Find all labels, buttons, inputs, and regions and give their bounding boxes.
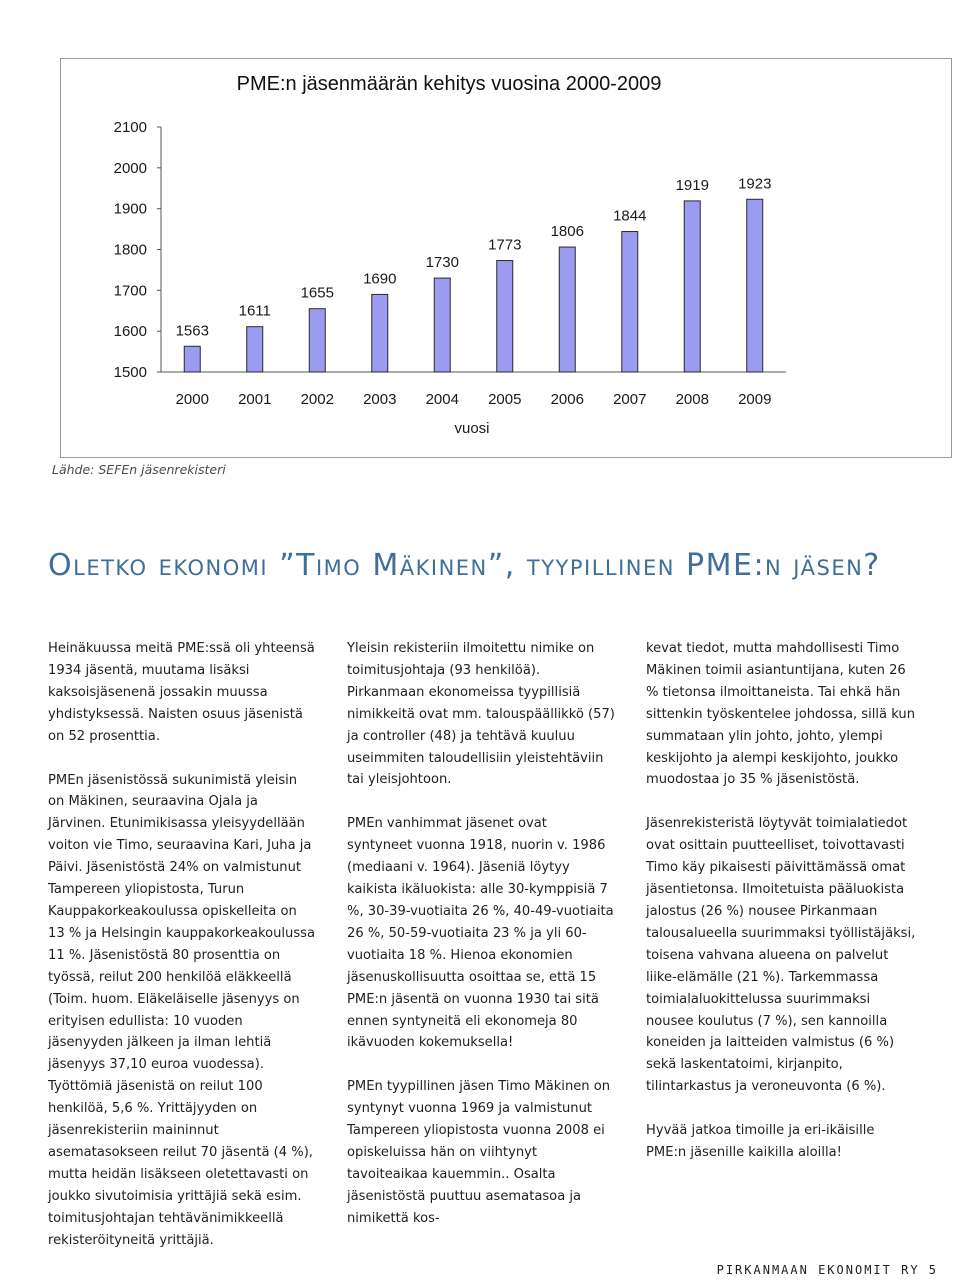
x-tick-label: 2005 (488, 391, 522, 408)
x-tick-label: 2007 (613, 391, 647, 408)
data-label-2007: 1844 (613, 207, 647, 225)
data-label-2003: 1690 (363, 270, 397, 288)
x-tick-label: 2000 (175, 391, 209, 408)
bar-2000 (184, 346, 200, 372)
paragraph: PMEn jäsenistössä sukunimistä yleisin on Mäkinen, seuraavina Ojala ja Järvinen. Etunimikisassa yleisyydellään voiton vie Timo, seuraavina Kari, Juha ja Päivi. Jäsenistöstä 24% on valmistunut Tampereen yliopistosta, Turun Kauppakorkeakoulussa opiskelleita on 13 % ja Helsingin kauppakorkeakoulussa 11 %. Jäsenistöstä 80 prosenttia on työssä, reilut 200 henkilöä eläkkeellä (Toim. huom. Eläkeläiselle jäsenyys on erityisen edullista: 10 vuoden jäsenyyden jälkeen ja ilman lehtiä jäsenyys 37,10 euroa vuodessa). Työttömiä jäsenistä on reilut 100 henkilöä, 5,6 %. Yrittäjyyden on jäsenrekisteriin maininnut asematasokseen reilut 70 jäsentä (4 %), mutta heidän lisäkseen oletettavasti on joukko sivutoimisia yrittäjiä sekä esim. toimitusjohtajan tehtävänimikkeellä rekisteröityneitä yrittäjiä. (48, 772, 316, 1248)
x-axis (161, 372, 786, 408)
chart-source: Lähde: SEFEn jäsenrekisteri (52, 462, 226, 477)
paragraph: PMEn vanhimmat jäsenet ovat syntyneet vuonna 1918, nuorin v. 1986 (mediaani v. 1964). Jäseniä löytyy kaikista ikäluokista: alle 30-kymppisiä 7 %, 30-39-vuotiaita 26 %, 40-49-vuotiaita 26 %, 50-59-vuotiaita 23 % ja yli 60-vuotiaita 18 %. Hienoa ekonomien jäsenuskollisuutta osoittaa se, että 15 PME:n jäsentä on vuonna 1930 tai sitä ennen syntyneitä eli ekonomeja 80 ikävuoden kokemuksella! (347, 816, 614, 1051)
text-column-3 (646, 638, 918, 1186)
paragraph: Heinäkuussa meitä PME:ssä oli yhteensä 1934 jäsentä, muutama lisäksi kaksoisjäsenenä jossakin muussa yhdistyksessä. Naisten osuus jäsenistä on 52 prosenttia. (48, 641, 315, 744)
bar-2001 (247, 327, 263, 372)
y-tick-label: 1700 (113, 282, 147, 300)
data-label-2002: 1655 (300, 284, 334, 302)
x-tick-label: 2009 (738, 391, 772, 408)
paragraph: kevat tiedot, mutta mahdollisesti Timo Mäkinen toimii asiantuntijana, kuten 26 % tietonsa ilmoittaneista. Tai ehkä hän sittenkin työskentelee johdossa, sillä kun summataan ylin johto, johto, ylempi keskijohto ja alempi keskijohto, joukko muodostaa jo 35 % jäsenistöstä. (646, 641, 916, 788)
bar-2002 (309, 309, 325, 372)
bar-2003 (372, 294, 388, 372)
y-tick-label: 2000 (113, 159, 147, 177)
data-label-2008: 1919 (675, 176, 709, 194)
x-tick-label: 2004 (425, 391, 459, 408)
data-label-2006: 1806 (550, 223, 584, 241)
chart-svg (61, 59, 951, 457)
paragraph: PMEn tyypillinen jäsen Timo Mäkinen on syntynyt vuonna 1969 ja valmistunut Tampereen yliopistosta vuonna 2008 ei opiskeluissa hän on viihtynyt tavoiteaikaa kauemmin.. Osalta jäsenistöstä puuttuu asematasoa ja nimikettä kos- (347, 1079, 611, 1226)
bar-2006 (559, 247, 575, 372)
text-column-1 (48, 638, 316, 1273)
data-label-2001: 1611 (238, 302, 271, 320)
text-column-2 (347, 638, 615, 1252)
bars (176, 175, 772, 372)
y-tick-label: 1600 (113, 323, 147, 341)
data-label-2009: 1923 (738, 175, 772, 193)
chart-title: PME:n jäsenmäärän kehitys vuosina 2000-2009 (236, 73, 662, 95)
y-tick-label: 2100 (113, 119, 147, 136)
y-tick-label: 1800 (113, 241, 147, 259)
x-tick-label: 2008 (675, 391, 709, 408)
paragraph: Yleisin rekisteriin ilmoitettu nimike on toimitusjohtaja (93 henkilöä). Pirkanmaan ekonomeissa tyypillisiä nimikkeitä ovat mm. talouspäällikkö (57) ja controller (48) ja tehtävä kuuluu useimmiten taloudellisiin yleistehtäviin tai yleisjohtoon. (347, 641, 615, 788)
bar-2004 (434, 278, 450, 372)
y-tick-label: 1900 (113, 200, 147, 218)
y-axis (114, 119, 161, 381)
x-tick-label: 2003 (363, 391, 397, 408)
x-tick-label: 2006 (550, 391, 584, 408)
page-footer: PIRKANMAAN EKONOMIT RY 5 (716, 1263, 938, 1277)
bar-2009 (747, 199, 763, 372)
article-headline: Oletko ekonomi ”Timo Mäkinen”, tyypillinen PME:n jäsen? (48, 548, 881, 583)
x-tick-label: 2002 (300, 391, 334, 408)
bar-2007 (622, 232, 638, 372)
membership-chart (60, 58, 952, 458)
x-axis-title: vuosi (454, 420, 490, 437)
data-label-2005: 1773 (488, 236, 522, 254)
data-label-2000: 1563 (175, 322, 209, 340)
bar-2008 (684, 201, 700, 372)
paragraph: Hyvää jatkoa timoille ja eri-ikäisille PME:n jäsenille kaikilla aloilla! (646, 1123, 875, 1161)
paragraph: Jäsenrekisteristä löytyvät toimialatiedot ovat osittain puutteelliset, toivottavasti Timo käy pikaisesti päivittämässä omat jäsentietonsa. Ilmoitetuista pääluokista jalostus (26 %) nousee Pirkanmaan talousalueella suurimmaksi työllistäjäksi, toisena vahvana alueena on palvelut liike-elämälle (21 %). Tarkemmassa toimialaluokittelussa suurimmaksi nousee koulutus (7 %), sen kannoilla koneiden ja laitteiden valmistus (6 %) sekä laskentatoimi, kirjanpito, tilintarkastus ja veroneuvonta (6 %). (646, 816, 916, 1095)
y-tick-label: 1500 (113, 364, 147, 381)
data-label-2004: 1730 (425, 254, 459, 272)
x-tick-label: 2001 (238, 391, 272, 408)
bar-2005 (497, 261, 513, 372)
